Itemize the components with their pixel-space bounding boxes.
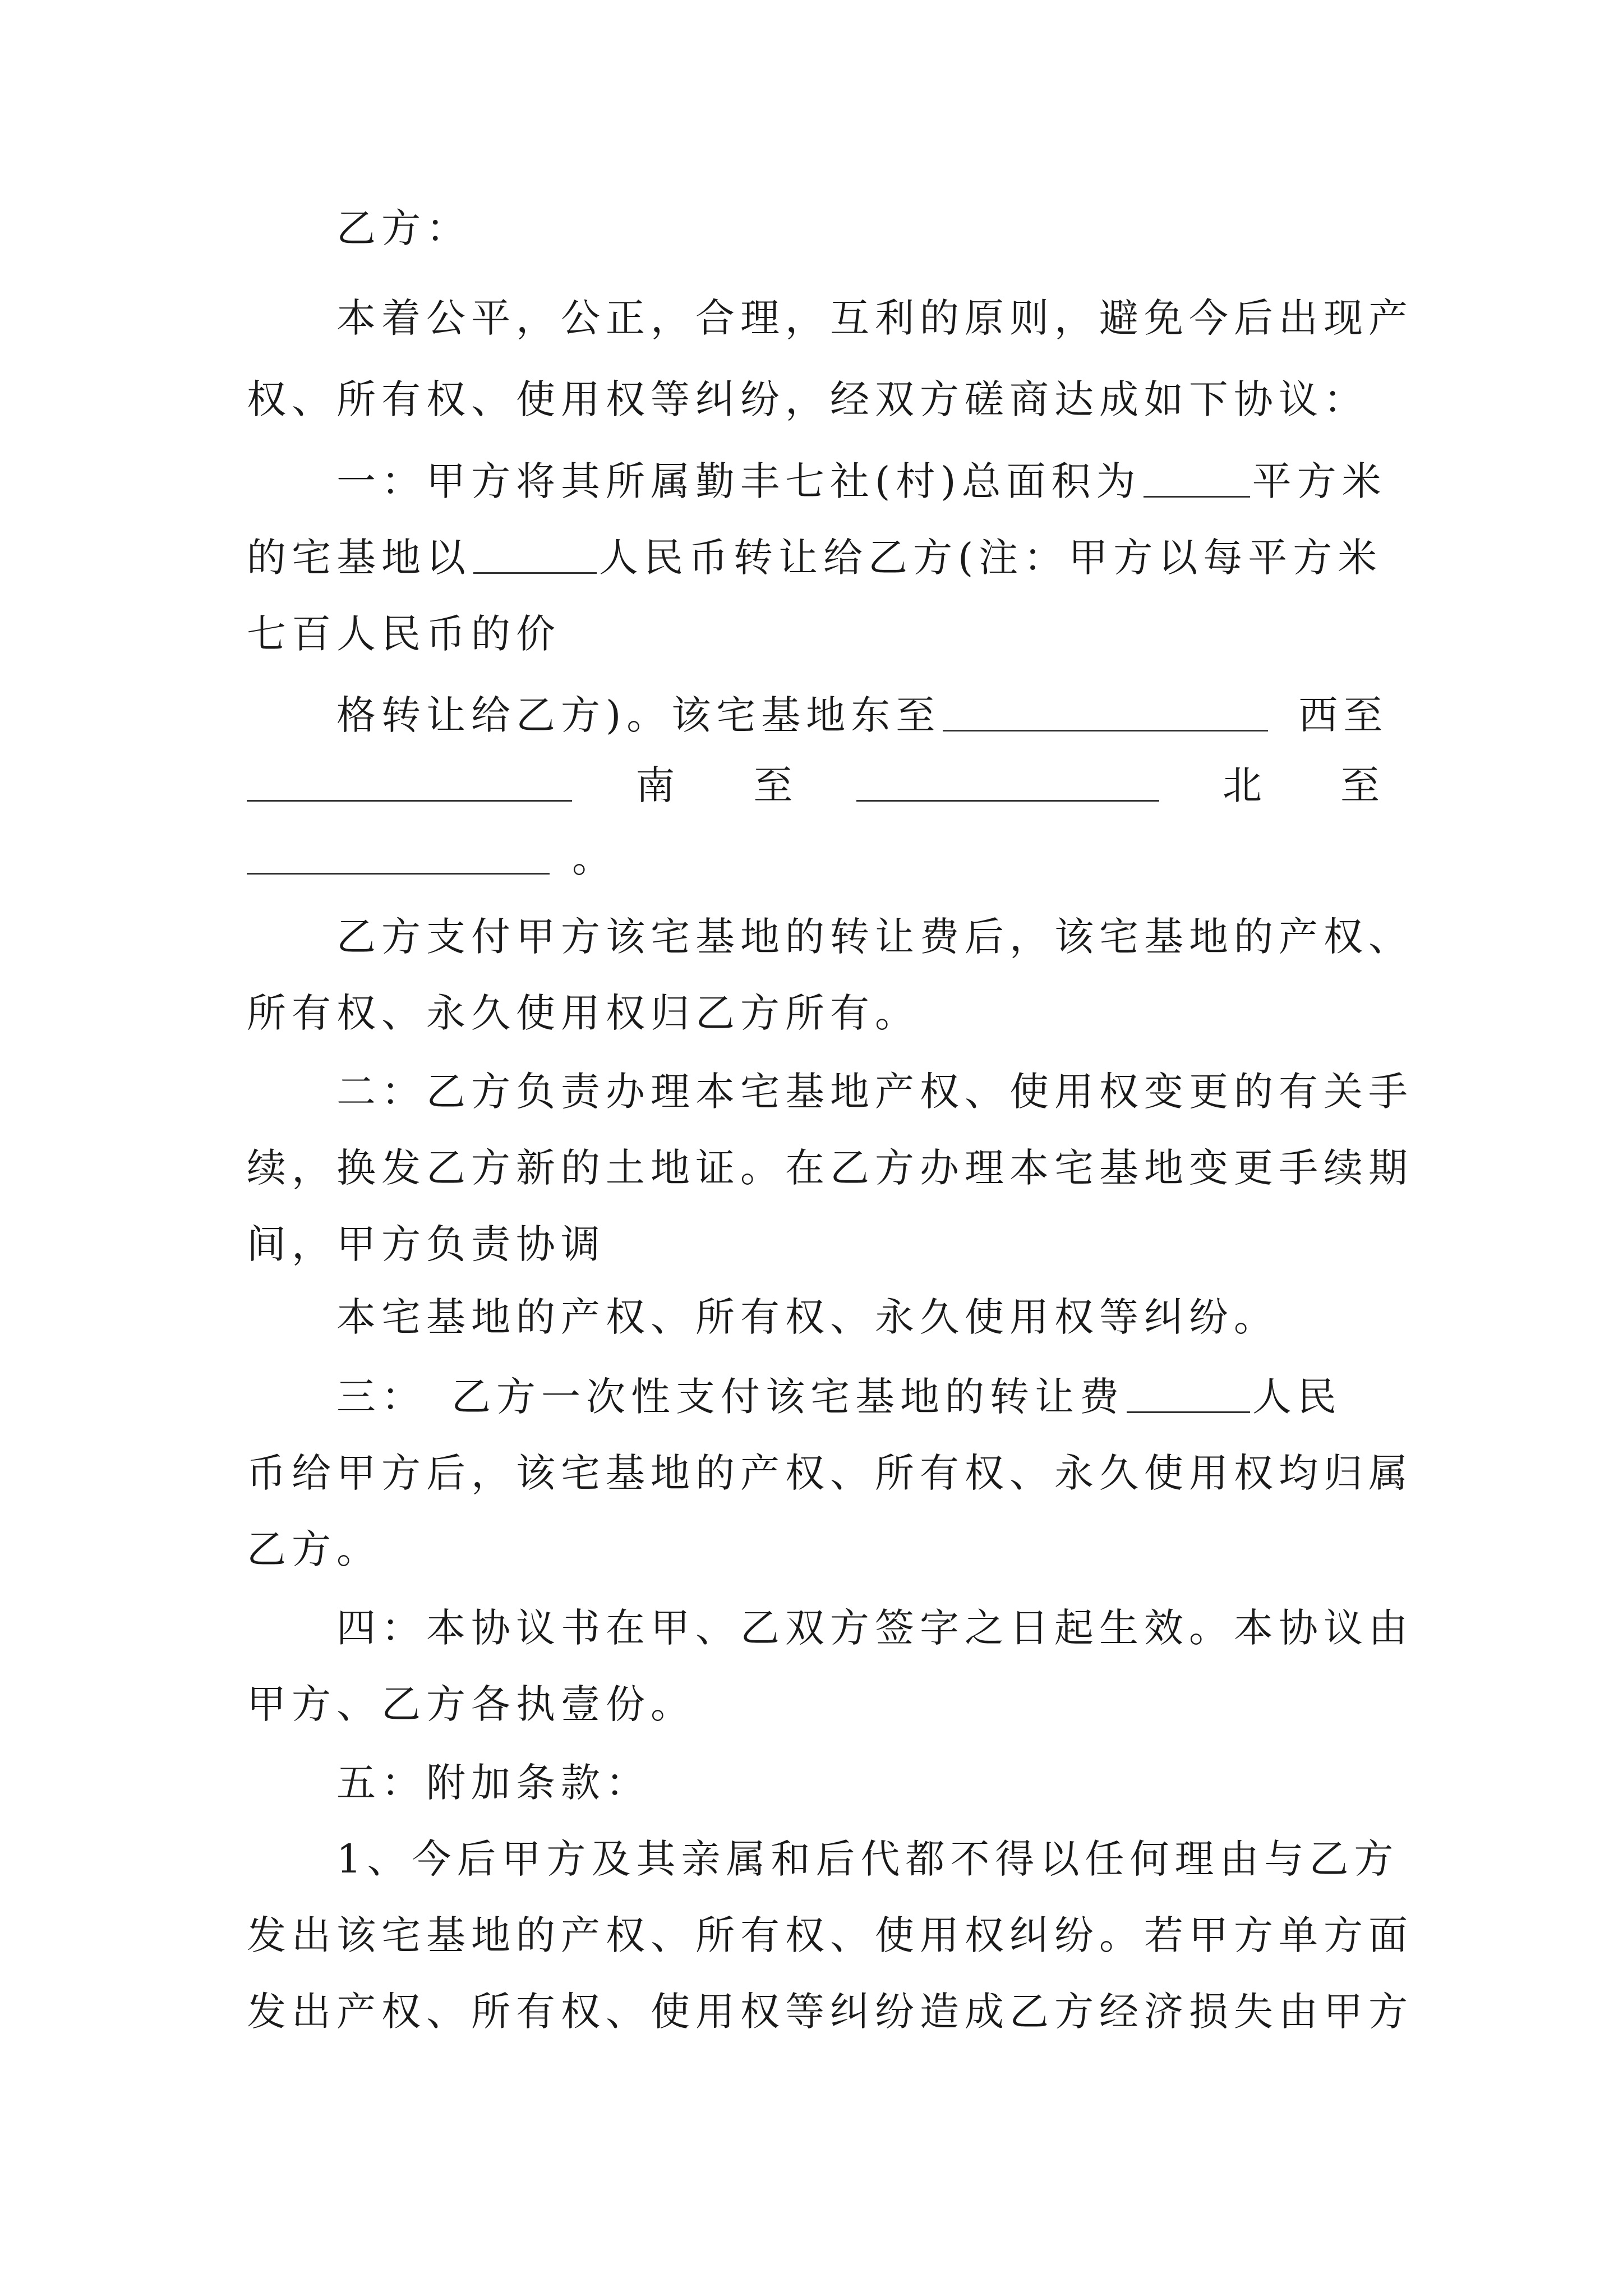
intro-line-1: 本着公平，公正，合理，互利的原则，避免今后出现产 (336, 295, 1413, 341)
clause-1-line-3: 七百人民币的价 (247, 611, 561, 657)
clause-3-text: 三： 乙方一次性支付该宅基地的转让费 (336, 1374, 1124, 1420)
clause-2-line-4: 本宅基地的产权、所有权、永久使用权等纠纷。 (336, 1294, 1279, 1340)
transfer-fee-blank (1127, 1363, 1250, 1413)
clause-3-text: 人民 (1252, 1374, 1342, 1420)
clause-1-text: 格转让给乙方)。该宅基地东至 (336, 692, 941, 738)
period: 。 (572, 835, 617, 881)
south-label: 南 至 (635, 762, 793, 808)
clause-1-line-5 (247, 752, 1380, 819)
clause-1-text: 人民币转让给乙方(注：甲方以每平方米 (599, 535, 1383, 581)
clause-1-unit: 平方米 (1252, 458, 1387, 504)
clause-1-line-4 (336, 682, 1389, 749)
west-boundary-blank (247, 752, 572, 802)
east-boundary-blank (943, 682, 1268, 731)
clause-4-line-2: 甲方、乙方各执壹份。 (247, 1681, 695, 1727)
north-boundary-blank (247, 825, 550, 875)
west-label: 西至 (1298, 692, 1389, 738)
clause-2-line-2: 续，换发乙方新的土地证。在乙方办理本宅基地变更手续期 (247, 1145, 1413, 1191)
south-boundary-blank (856, 752, 1159, 802)
clause-1-text: 的宅基地以 (247, 535, 471, 581)
clause-5-title: 五：附加条款： (336, 1760, 651, 1806)
party-b-label: 乙方： (336, 205, 471, 251)
clause-3-line-3: 乙方。 (247, 1526, 381, 1572)
clause-2-line-3: 间，甲方负责协调 (247, 1221, 606, 1267)
intro-line-2: 权、所有权、使用权等纠纷，经双方磋商达成如下协议： (247, 376, 1368, 422)
clause-4-line-1: 四：本协议书在甲、乙双方签字之日起生效。本协议由 (336, 1605, 1413, 1651)
payment-line-1: 乙方支付甲方该宅基地的转让费后，该宅基地的产权、 (336, 914, 1413, 960)
clause-3-line-2: 币给甲方后，该宅基地的产权、所有权、永久使用权均归属 (247, 1450, 1413, 1496)
additional-1-line-3: 发出产权、所有权、使用权等纠纷造成乙方经济损失由甲方 (247, 1989, 1413, 2035)
clause-1-text: 一：甲方将其所属勤丰七社(村)总面积为 (336, 458, 1141, 504)
north-label: 北 至 (1222, 762, 1380, 808)
additional-1-line-1: 1、今后甲方及其亲属和后代都不得以任何理由与乙方 (336, 1836, 1399, 1882)
clause-1-line-2 (247, 524, 1383, 591)
price-blank (473, 524, 597, 574)
clause-1-line-1 (336, 448, 1387, 515)
clause-3-line-1 (336, 1363, 1380, 1430)
clause-2-line-1: 二：乙方负责办理本宅基地产权、使用权变更的有关手 (336, 1069, 1413, 1115)
area-blank (1144, 448, 1250, 498)
additional-1-line-2: 发出该宅基地的产权、所有权、使用权纠纷。若甲方单方面 (247, 1912, 1413, 1958)
payment-line-2: 所有权、永久使用权归乙方所有。 (247, 990, 920, 1036)
clause-1-line-6 (247, 825, 1380, 892)
